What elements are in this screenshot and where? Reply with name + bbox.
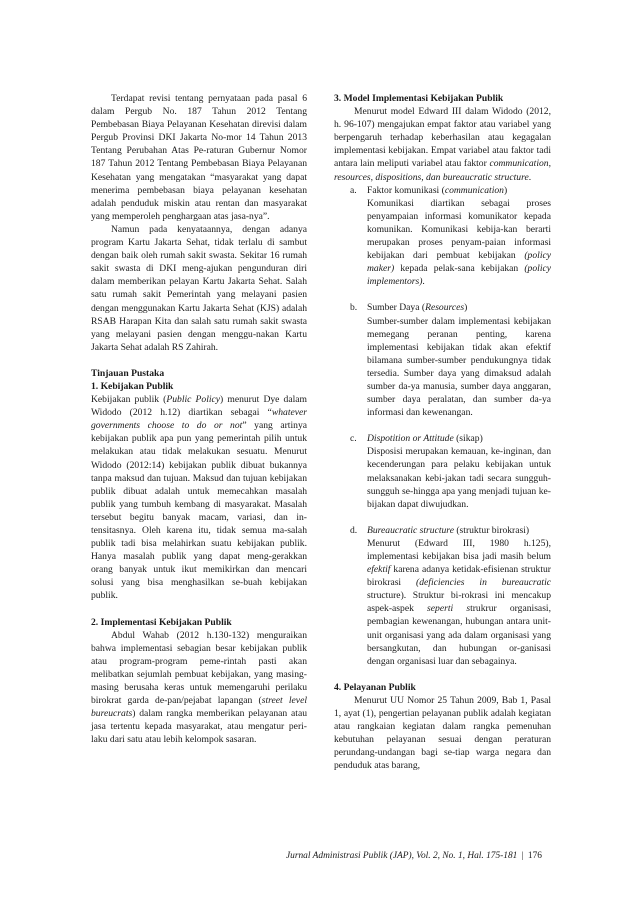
heading-model-implementasi: 3. Model Implementasi Kebijakan Publik — [334, 93, 504, 104]
footer-separator: | — [521, 851, 524, 861]
list-item-body: Disposisi merupakan kemauan, ke-inginan, dan kecenderungan para pelaku kebijakan untuk melaksanakan kebi-jakan tadi secara sungguh-sungguh se-hingga apa yang menjadi tujuan ke-bijakan dapat diwujudkan. — [367, 446, 551, 510]
paragraph-revisi: Terdapat revisi tentang pernyataan pada pasal 6 dalam Pergub No. 187 Tahun 2012 Tentang Pembebasan Biaya Pelayanan Kesehatan direvisi dalam Pergub Provinsi DKI Jakarta No-mor 14 Tahun 2013 Tentang Perubahan Atas Pe-raturan Gubernur Nomor 187 Tahun 2012 Tentang Pembebasan Biaya Pelayanan Kesehatan yang mengatakan “masyarakat yang dapat menerima pembebasan biaya pelayanan kesehatan adalah penduduk miskin atau rentan dan masyarakat yang memperoleh penghargaan atas jasa-nya”. — [91, 93, 307, 222]
page-footer — [286, 851, 542, 861]
list-item-struktur-birokrasi: d. Bureaucratic structure (struktur birokrasi) Menurut (Edward III, 1980 h.125), implementasi kebijakan bisa jadi masih belum efektif karena adanya ketidak-efisienan struktur birokrasi (deficiencies in bureaucratic structure). Struktur bi-rokrasi ini mencakup aspek-aspek seperti strukrur organisasi, pembagian kewenangan, hubungan antara unit-unit organisasi yang ada dalam organisasi yang bersangkutan, dan hubungan or-ganisasi dengan organisasi luar dan sebagainya. — [350, 524, 551, 667]
heading-tinjauan-pustaka: Tinjauan Pustaka — [91, 367, 165, 379]
left-column — [91, 92, 307, 747]
list-item-disposisi: c. Dispotition or Attitude (sikap) Disposisi merupakan kemauan, ke-inginan, dan kecenderungan para pelaku kebijakan untuk melaksanakan kebi-jakan tadi secara sungguh-sungguh se-hingga apa yang menjadi tujuan ke-bijakan dapat diwujudkan. — [350, 433, 551, 510]
paragraph-pelayanan-publik: Menurut UU Nomor 25 Tahun 2009, Bab 1, Pasal 1, ayat (1), pengertian pelayanan publik adalah kegiatan atau rangkaian kegiatan dalam rangka pemenuhan kebutuhan pelayanan sesuai dengan peraturan perundang-undangan bagi se-tiap warga negara dan penduduk atas barang, — [334, 694, 551, 772]
heading-implementasi: 2. Implementasi Kebijakan Publik — [91, 616, 232, 628]
list-item-title: Faktor komunikasi (communication) — [367, 184, 508, 196]
list-item-body: Sumber-sumber dalam implementasi kebijakan memegang peranan penting, karena implementasi kebijakan tidak akan efektif bilamana sumber-sumber pendukungnya tidak tersedia. Sumber daya yang dimaksud adalah sumber da-ya manusia, sumber daya anggaran, sumber daya peralatan, dan sumber da-ya informasi dan kewenangan. — [367, 315, 551, 419]
journal-citation: Jurnal Administrasi Publik (JAP), Vol. 2, No. 1, Hal. 175-181 — [286, 851, 518, 861]
list-item-body: Komunikasi diartikan sebagai proses penyampaian informasi komunikator kepada komunikan. Komunikasi kebija-kan berarti merupakan proses penyam-paian informasi kebijakan dari pembuat kebijakan (policy maker) kepada pelak-sana kebijakan (policy implementors). — [367, 197, 551, 288]
list-item-sumber-daya: b. Sumber Daya (Resources) Sumber-sumber dalam implementasi kebijakan memegang peranan penting, karena implementasi kebijakan tidak akan efektif bilamana sumber-sumber pendukungnya tidak tersedia. Sumber daya yang dimaksud adalah sumber da-ya manusia, sumber daya anggaran, sumber daya peralatan, dan sumber da-ya informasi dan kewenangan. — [350, 302, 551, 419]
list-item-title: Sumber Daya (Resources) — [367, 302, 468, 314]
paragraph-implementasi: Abdul Wahab (2012 h.130-132) menguraikan bahwa implementasi sebagian besar kebijakan publik atau program-program peme-rintah pasti akan melibatkan sejumlah pembuat kebijakan, yang masing-masing berusaha keras untuk memengaruhi perilaku birokrat garda de-pan/pejabat lapangan (street level bureucrats) dalam rangka memberikan pelayanan atau jasa tertentu kepada masyarakat, atau mengatur peri-laku dari satu atau lebih kelompok sasaran. — [91, 629, 307, 746]
page-number: 176 — [527, 851, 542, 861]
right-column — [334, 92, 551, 773]
list-item-body: Menurut (Edward III, 1980 h.125), implementasi kebijakan bisa jadi masih belum efektif karena adanya ketidak-efisienan struktur birokrasi (deficiencies in bureaucratic structure). Struktur bi-rokrasi ini mencakup aspek-aspek seperti strukrur organisasi, pembagian kewenangan, hubungan antara unit-unit organisasi yang ada dalam organisasi yang bersangkutan, dan hubungan or-ganisasi dengan organisasi luar dan sebagainya. — [367, 537, 551, 667]
list-item-komunikasi: a. Faktor komunikasi (communication) Komunikasi diartikan sebagai proses penyampaian informasi komunikator kepada komunikan. Komunikasi kebija-kan berarti merupakan proses penyam-paian informasi kebijakan dari pembuat kebijakan (policy maker) kepada pelak-sana kebijakan (policy implementors). — [350, 184, 551, 288]
paragraph-kebijakan-publik: Kebijakan publik (Public Policy) menurut Dye dalam Widodo (2012 h.12) diartikan sebagai “whatever governments choose to do or not” yang artinya kebijakan publik apa pun yang pemerintah pilih untuk melakukan atau tidak melakukan sesuatu. Menurut Widodo (2012:14) kebijakan publik dibuat bukannya tanpa maksud dan tujuan. Maksud dan tujuan kebijakan publik dibuat adalah untuk memecahkan masalah publik yang tumbuh kembang di masyarakat. Masalah tersebut begitu banyak macam, variasi, dan in-tensitasnya. Oleh karena itu, tidak semua ma-salah publik tadi bisa melahirkan suatu kebijakan publik. Hanya masalah publik yang dapat meng-gerakkan orang banyak untuk ikut memikirkan dan mencari solusi yang bisa menghasilkan se-buah kebijakan publik. — [91, 394, 307, 602]
list-item-title: Bureaucratic structure (struktur birokrasi) — [367, 524, 530, 536]
heading-kebijakan-publik: 1. Kebijakan Publik — [91, 380, 174, 392]
paragraph-model-edward: Menurut model Edward III dalam Widodo (2012, h. 96-107) mengajukan empat faktor atau variabel yang berpengaruh terhadap keberhasilan atau kegagalan implementasi kebijakan. Empat variabel atau faktor tadi antara lain meliputi variabel atau faktor communication, resources, dispositions, dan bureaucratic structure. — [334, 106, 551, 183]
heading-pelayanan-publik: 4. Pelayanan Publik — [334, 681, 416, 693]
list-item-title: Dispotition or Attitude (sikap) — [367, 433, 483, 445]
paragraph-kenyataan: Namun pada kenyataannya, dengan adanya program Kartu Jakarta Sehat, tidak terlalu di sambut dengan baik oleh rumah sakit swasta. Sekitar 16 rumah sakit swasta di DKI meng-ajukan pengunduran diri dalam memberikan pelayan Kartu Jakarta Sehat. Salah satu rumah sakit Pemerintah yang melayani pasien dengan menggunakan Kartu Jakarta Sehat (KJS) adalah RSAB Harapan Kita dan salah satu rumah sakit swasta yang melayani pasien dengan menggu-nakan Kartu Jakarta Sehat adalah RS Zahirah. — [91, 223, 307, 353]
